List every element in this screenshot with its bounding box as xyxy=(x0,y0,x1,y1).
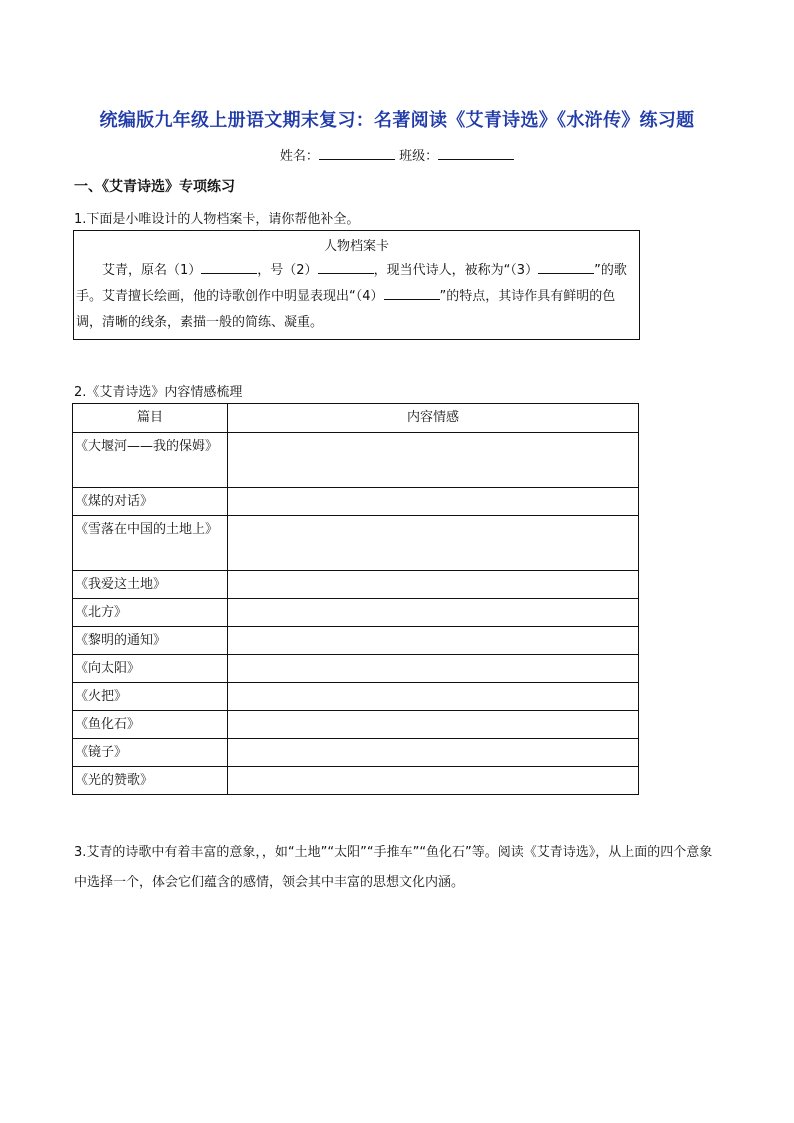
blank-2[interactable] xyxy=(318,261,374,274)
table-row xyxy=(73,433,639,488)
answer-cell[interactable] xyxy=(228,683,639,711)
card-text-1: 艾青，原名（1） xyxy=(102,263,202,278)
profile-card xyxy=(73,230,640,340)
name-label: 姓名： xyxy=(279,149,319,164)
blank-3[interactable] xyxy=(538,261,594,274)
poem-title: 《鱼化石》 xyxy=(73,711,228,739)
answer-cell[interactable] xyxy=(228,767,639,795)
answer-cell[interactable] xyxy=(228,488,639,516)
card-title: 人物档案卡 xyxy=(323,239,389,254)
answer-cell[interactable] xyxy=(228,711,639,739)
poem-table xyxy=(72,403,639,795)
answer-cell[interactable] xyxy=(228,571,639,599)
question-1-prompt: 1.下面是小唯设计的人物档案卡，请你帮他补全。 xyxy=(74,212,360,227)
card-text-5: ”的特点，其诗作具有鲜明的色调，清晰的线条，素描一般的简练、凝重。 xyxy=(76,289,616,330)
answer-cell[interactable] xyxy=(228,739,639,767)
poem-title: 《光的赞歌》 xyxy=(73,767,228,795)
question-2-prompt: 2.《艾青诗选》内容情感梳理 xyxy=(74,385,243,400)
poem-title: 《我爱这土地》 xyxy=(73,571,228,599)
answer-cell[interactable] xyxy=(228,433,639,488)
table-row xyxy=(73,516,639,571)
answer-cell[interactable] xyxy=(228,655,639,683)
name-class-line xyxy=(0,145,794,164)
blank-1[interactable] xyxy=(201,261,257,274)
answer-cell[interactable] xyxy=(228,599,639,627)
table-row xyxy=(73,627,639,655)
card-body xyxy=(74,256,639,336)
poem-title: 《黎明的通知》 xyxy=(73,627,228,655)
table-row xyxy=(73,683,639,711)
page-title: 统编版九年级上册语文期末复习：名著阅读《艾青诗选》《水浒传》练习题 xyxy=(99,110,695,131)
section-heading: 一、《艾青诗选》专项练习 xyxy=(74,179,235,195)
answer-cell[interactable] xyxy=(228,516,639,571)
class-blank[interactable] xyxy=(438,147,514,160)
card-text-4: ”的歌手。艾青擅长绘画，他的诗歌创作中明显表现出“（4） xyxy=(76,263,627,304)
table-row xyxy=(73,767,639,795)
poem-title: 《大堰河——我的保姆》 xyxy=(73,433,228,488)
card-text-2: ，号（2） xyxy=(257,263,318,278)
table-row xyxy=(73,599,639,627)
class-label: 班级： xyxy=(399,149,439,164)
table-row xyxy=(73,488,639,516)
table-row xyxy=(73,739,639,767)
table-row xyxy=(73,711,639,739)
poem-title: 《火把》 xyxy=(73,683,228,711)
answer-cell[interactable] xyxy=(228,627,639,655)
poem-title: 《镜子》 xyxy=(73,739,228,767)
table-row xyxy=(73,655,639,683)
poem-title: 《向太阳》 xyxy=(73,655,228,683)
poem-title: 《雪落在中国的土地上》 xyxy=(73,516,228,571)
name-blank[interactable] xyxy=(319,147,395,160)
table-row xyxy=(73,571,639,599)
question-3-text: 3.艾青的诗歌中有着丰富的意象，，如“土地”“太阳”“手推车”“鱼化石”等。阅读《艾青诗选》，从上面的四个意象中选择一个，体会它们蕴含的感情，领会其中丰富的思想文化内涵。 xyxy=(74,845,713,890)
poem-title: 《北方》 xyxy=(73,599,228,627)
card-text-3: ，现当代诗人，被称为“（3） xyxy=(373,263,539,278)
blank-4[interactable] xyxy=(384,287,440,300)
header-title: 篇目 xyxy=(73,404,228,433)
poem-title: 《煤的对话》 xyxy=(73,488,228,516)
header-content: 内容情感 xyxy=(228,404,639,433)
